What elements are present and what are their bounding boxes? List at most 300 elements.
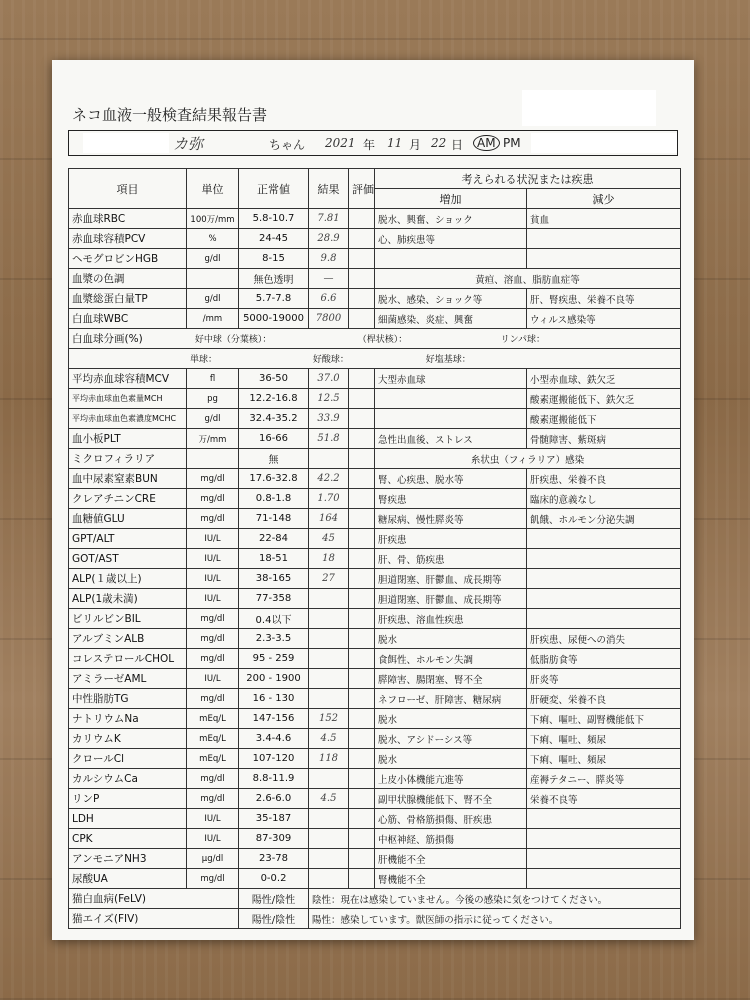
item-normal-range: 107-120 [239, 749, 309, 769]
item-name: 血中尿素窒素BUN [69, 469, 187, 489]
date-month-label: 月 [409, 138, 422, 152]
item-evaluation [349, 789, 375, 809]
item-decrease-cause: 飢餓、ホルモン分泌失調 [527, 509, 681, 529]
item-evaluation [349, 269, 375, 289]
item-result: 7800 [309, 309, 349, 329]
item-name: 平均赤血球血色素量MCH [69, 389, 187, 409]
item-evaluation [349, 769, 375, 789]
item-decrease-cause: 栄養不良等 [527, 789, 681, 809]
item-decrease-cause: 低脂肪食等 [527, 649, 681, 669]
item-unit: 万/mm [187, 429, 239, 449]
wbc-basophil: 好塩基球： [425, 355, 471, 365]
item-unit: mg/dl [187, 609, 239, 629]
item-result: 4.5 [309, 729, 349, 749]
item-normal-range: 71-148 [239, 509, 309, 529]
item-result: 1.70 [309, 489, 349, 509]
item-unit: mg/dl [187, 689, 239, 709]
item-condition: 糸状虫（フィラリア）感染 [375, 449, 681, 469]
item-increase-cause: 胆道閉塞、肝鬱血、成長期等 [375, 569, 527, 589]
item-evaluation [349, 569, 375, 589]
table-row [69, 649, 681, 669]
item-evaluation [349, 749, 375, 769]
item-name: 血小板PLT [69, 429, 187, 449]
table-row [69, 569, 681, 589]
item-normal-range: 0.4以下 [239, 609, 309, 629]
table-row [69, 609, 681, 629]
item-name: ナトリウムNa [69, 709, 187, 729]
am-marker: AM [473, 135, 500, 151]
item-name: 血糖値GLU [69, 509, 187, 529]
item-normal-range: 17.6-32.8 [239, 469, 309, 489]
item-normal-range: 16 - 130 [239, 689, 309, 709]
virus-test-result-options: 陽性/陰性 [239, 909, 309, 929]
item-normal-range: 36-50 [239, 369, 309, 389]
date-year: 2021 [325, 136, 356, 150]
wbc-diff-label: 白血球分画(%) [72, 333, 143, 345]
item-evaluation [349, 489, 375, 509]
wbc-monocyte: 単球： [190, 355, 218, 365]
item-increase-cause: 脱水、興奮、ショック [375, 209, 527, 229]
item-evaluation [349, 829, 375, 849]
item-unit: IU/L [187, 589, 239, 609]
item-unit: mg/dl [187, 489, 239, 509]
item-name: 白血球WBC [69, 309, 187, 329]
item-normal-range: 2.3-3.5 [239, 629, 309, 649]
item-unit: mg/dl [187, 649, 239, 669]
item-result: 152 [309, 709, 349, 729]
item-evaluation [349, 529, 375, 549]
item-decrease-cause [527, 229, 681, 249]
item-decrease-cause: 臨床的意義なし [527, 489, 681, 509]
item-normal-range: 8.8-11.9 [239, 769, 309, 789]
item-condition: 黄疸、溶血、脂肪血症等 [375, 269, 681, 289]
item-unit [187, 269, 239, 289]
table-row [69, 369, 681, 389]
item-increase-cause: 腎、心疾患、脱水等 [375, 469, 527, 489]
item-decrease-cause [527, 829, 681, 849]
item-unit: mg/dl [187, 789, 239, 809]
item-result: 18 [309, 549, 349, 569]
item-increase-cause: 中枢神経、筋損傷 [375, 829, 527, 849]
item-result [309, 589, 349, 609]
item-decrease-cause [527, 609, 681, 629]
item-result: 51.8 [309, 429, 349, 449]
item-name: 平均赤血球容積MCV [69, 369, 187, 389]
table-row [69, 809, 681, 829]
table-row [69, 769, 681, 789]
item-normal-range: 0.8-1.8 [239, 489, 309, 509]
table-row [69, 729, 681, 749]
header-unit: 単位 [187, 169, 239, 209]
table-body-lower [69, 369, 681, 889]
item-evaluation [349, 229, 375, 249]
item-name: ALP(1歳未満) [69, 589, 187, 609]
item-normal-range: 35-187 [239, 809, 309, 829]
patient-header [68, 130, 678, 156]
table-row [69, 889, 681, 909]
item-unit: mg/dl [187, 769, 239, 789]
item-evaluation [349, 289, 375, 309]
item-normal-range: 87-309 [239, 829, 309, 849]
header-conditions: 考えられる状況または疾患 [375, 169, 681, 189]
item-result: — [309, 269, 349, 289]
table-row [69, 209, 681, 229]
item-increase-cause: 肝、骨、筋疾患 [375, 549, 527, 569]
item-result: 4.5 [309, 789, 349, 809]
table-body-upper [69, 209, 681, 329]
item-unit: IU/L [187, 569, 239, 589]
item-increase-cause: 急性出血後、ストレス [375, 429, 527, 449]
table-row [69, 229, 681, 249]
item-evaluation [349, 669, 375, 689]
item-decrease-cause: 産褥テタニー、膵炎等 [527, 769, 681, 789]
item-increase-cause: 大型赤血球 [375, 369, 527, 389]
report-title: ネコ血液一般検査結果報告書 [72, 106, 268, 124]
wbc-band: （桿状核）： [357, 335, 408, 345]
item-name: 尿酸UA [69, 869, 187, 889]
virus-test-result-options: 陽性/陰性 [239, 889, 309, 909]
date-year-label: 年 [363, 138, 376, 152]
item-name: クレアチニンCRE [69, 489, 187, 509]
item-normal-range: 5.7-7.8 [239, 289, 309, 309]
item-name: クロールCl [69, 749, 187, 769]
item-name: カリウムK [69, 729, 187, 749]
table-row [69, 589, 681, 609]
item-increase-cause: 糖尿病、慢性膵炎等 [375, 509, 527, 529]
item-decrease-cause [527, 849, 681, 869]
item-decrease-cause: 酸素運搬能低下 [527, 409, 681, 429]
item-result: 42.2 [309, 469, 349, 489]
item-normal-range: 24-45 [239, 229, 309, 249]
item-normal-range: 32.4-35.2 [239, 409, 309, 429]
item-name: ALP(１歳以上) [69, 569, 187, 589]
item-unit [187, 449, 239, 469]
item-name: アルブミンALB [69, 629, 187, 649]
virus-test-note: 陰性：現在は感染していません。今後の感染に気をつけてください。 [309, 889, 681, 909]
wbc-diff-row-2 [69, 349, 681, 369]
item-unit: % [187, 229, 239, 249]
item-evaluation [349, 369, 375, 389]
table-row [69, 409, 681, 429]
item-increase-cause: 腎疾患 [375, 489, 527, 509]
item-decrease-cause [527, 809, 681, 829]
item-unit: mg/dl [187, 869, 239, 889]
virus-test-note: 陽性：感染しています。獣医師の指示に従ってください。 [309, 909, 681, 929]
item-evaluation [349, 709, 375, 729]
item-name: GOT/AST [69, 549, 187, 569]
item-decrease-cause: 下痢、嘔吐、頻尿 [527, 729, 681, 749]
wbc-eosinophil: 好酸球： [312, 355, 349, 365]
item-increase-cause: ネフローゼ、肝障害、糖尿病 [375, 689, 527, 709]
item-result [309, 769, 349, 789]
item-evaluation [349, 309, 375, 329]
item-decrease-cause: 酸素運搬能低下、鉄欠乏 [527, 389, 681, 409]
item-result: 37.0 [309, 369, 349, 389]
item-normal-range: 0-0.2 [239, 869, 309, 889]
item-evaluation [349, 629, 375, 649]
item-normal-range: 8-15 [239, 249, 309, 269]
item-unit: g/dl [187, 289, 239, 309]
item-increase-cause: 心、肺疾患等 [375, 229, 527, 249]
date-month: 11 [387, 136, 403, 150]
item-result: 118 [309, 749, 349, 769]
item-unit: mEq/L [187, 749, 239, 769]
item-result [309, 849, 349, 869]
item-normal-range: 無色透明 [239, 269, 309, 289]
item-unit: g/dl [187, 249, 239, 269]
wbc-neutrophil: 好中球（分葉核）： [194, 335, 272, 345]
item-increase-cause: 腎機能不全 [375, 869, 527, 889]
item-normal-range: 147-156 [239, 709, 309, 729]
item-evaluation [349, 549, 375, 569]
item-increase-cause: 胆道閉塞、肝鬱血、成長期等 [375, 589, 527, 609]
table-row [69, 529, 681, 549]
item-result: 45 [309, 529, 349, 549]
item-unit: μg/dl [187, 849, 239, 869]
item-increase-cause: 食餌性、ホルモン失調 [375, 649, 527, 669]
table-row [69, 289, 681, 309]
item-unit: pg [187, 389, 239, 409]
header-evaluation: 評価 [349, 169, 375, 209]
table-row [69, 429, 681, 449]
table-row [69, 689, 681, 709]
virus-test-name: 猫エイズ(FIV) [69, 909, 239, 929]
table-row [69, 829, 681, 849]
item-increase-cause [375, 409, 527, 429]
item-result: 12.5 [309, 389, 349, 409]
redaction-box-name [83, 133, 169, 153]
table-row [69, 509, 681, 529]
item-decrease-cause: 肝疾患、尿便への消失 [527, 629, 681, 649]
item-result [309, 669, 349, 689]
item-decrease-cause [527, 549, 681, 569]
item-decrease-cause [527, 589, 681, 609]
item-normal-range: 95 - 259 [239, 649, 309, 669]
item-name: ミクロフィラリア [69, 449, 187, 469]
item-decrease-cause: 肝、腎疾患、栄養不良等 [527, 289, 681, 309]
item-result [309, 869, 349, 889]
pm-marker: PM [503, 136, 521, 150]
table-row [69, 269, 681, 289]
item-normal-range: 77-358 [239, 589, 309, 609]
table-row [69, 309, 681, 329]
item-increase-cause: 肝疾患 [375, 529, 527, 549]
item-name: 平均赤血球血色素濃度MCHC [69, 409, 187, 429]
item-result [309, 649, 349, 669]
table-row [69, 449, 681, 469]
item-unit: IU/L [187, 829, 239, 849]
lab-results-table [68, 168, 681, 929]
item-normal-range: 18-51 [239, 549, 309, 569]
table-row [69, 549, 681, 569]
item-decrease-cause [527, 869, 681, 889]
item-evaluation [349, 249, 375, 269]
item-normal-range: 200 - 1900 [239, 669, 309, 689]
item-unit: mg/dl [187, 509, 239, 529]
item-name: 中性脂肪TG [69, 689, 187, 709]
header-increase: 増加 [375, 189, 527, 209]
item-unit: IU/L [187, 809, 239, 829]
item-normal-range: 38-165 [239, 569, 309, 589]
table-row [69, 669, 681, 689]
header-item: 項目 [69, 169, 187, 209]
item-unit: fl [187, 369, 239, 389]
item-decrease-cause: 肝疾患、栄養不良 [527, 469, 681, 489]
item-increase-cause [375, 389, 527, 409]
item-evaluation [349, 589, 375, 609]
redaction-box-top [522, 90, 656, 126]
item-normal-range: 3.4-4.6 [239, 729, 309, 749]
item-decrease-cause: 下痢、嘔吐、副腎機能低下 [527, 709, 681, 729]
item-evaluation [349, 869, 375, 889]
item-result: 7.81 [309, 209, 349, 229]
item-increase-cause: 脱水、感染、ショック等 [375, 289, 527, 309]
item-decrease-cause [527, 529, 681, 549]
item-unit: mg/dl [187, 629, 239, 649]
item-increase-cause: 肝機能不全 [375, 849, 527, 869]
item-increase-cause: 脱水 [375, 629, 527, 649]
item-evaluation [349, 429, 375, 449]
table-row [69, 869, 681, 889]
item-result [309, 449, 349, 469]
item-name: カルシウムCa [69, 769, 187, 789]
item-normal-range: 22-84 [239, 529, 309, 549]
item-decrease-cause: 骨髄障害、紫斑病 [527, 429, 681, 449]
table-row [69, 749, 681, 769]
item-increase-cause [375, 249, 527, 269]
table-row [69, 389, 681, 409]
item-decrease-cause: 下痢、嘔吐、頻尿 [527, 749, 681, 769]
redaction-box-right [531, 133, 677, 153]
item-normal-range: 5000-19000 [239, 309, 309, 329]
item-unit: 100万/mm [187, 209, 239, 229]
item-evaluation [349, 409, 375, 429]
item-result: 28.9 [309, 229, 349, 249]
item-increase-cause: 副甲状腺機能低下、腎不全 [375, 789, 527, 809]
item-name: アンモニアNH3 [69, 849, 187, 869]
item-decrease-cause: ウィルス感染等 [527, 309, 681, 329]
item-decrease-cause: 小型赤血球、鉄欠乏 [527, 369, 681, 389]
date-day: 22 [431, 136, 447, 150]
item-evaluation [349, 809, 375, 829]
table-row [69, 909, 681, 929]
item-result [309, 689, 349, 709]
item-increase-cause: 上皮小体機能亢進等 [375, 769, 527, 789]
table-row [69, 709, 681, 729]
item-unit: mEq/L [187, 709, 239, 729]
item-increase-cause: 細菌感染、炎症、興奮 [375, 309, 527, 329]
table-row [69, 789, 681, 809]
item-result [309, 609, 349, 629]
item-name: コレステロールCHOL [69, 649, 187, 669]
item-name: 赤血球RBC [69, 209, 187, 229]
item-result: 9.8 [309, 249, 349, 269]
item-normal-range: 無 [239, 449, 309, 469]
item-normal-range: 2.6-6.0 [239, 789, 309, 809]
header-result: 結果 [309, 169, 349, 209]
table-row [69, 249, 681, 269]
item-evaluation [349, 469, 375, 489]
item-unit: IU/L [187, 529, 239, 549]
wbc-diff-row-1 [69, 329, 681, 349]
item-unit: mEq/L [187, 729, 239, 749]
item-evaluation [349, 609, 375, 629]
item-normal-range: 16-66 [239, 429, 309, 449]
item-decrease-cause [527, 569, 681, 589]
item-result: 164 [309, 509, 349, 529]
header-decrease: 減少 [527, 189, 681, 209]
item-name: アミラーゼAML [69, 669, 187, 689]
date-day-label: 日 [451, 138, 464, 152]
wbc-lymphocyte: リンパ球： [500, 335, 545, 345]
item-evaluation [349, 389, 375, 409]
item-name: GPT/ALT [69, 529, 187, 549]
item-unit: IU/L [187, 549, 239, 569]
item-decrease-cause: 肝硬変、栄養不良 [527, 689, 681, 709]
patient-name: カ弥 [173, 135, 204, 153]
item-evaluation [349, 509, 375, 529]
item-name: ビリルビンBIL [69, 609, 187, 629]
item-result [309, 629, 349, 649]
header-normal: 正常値 [239, 169, 309, 209]
item-decrease-cause: 肝炎等 [527, 669, 681, 689]
patient-honorific: ちゃん [269, 138, 306, 152]
wbc-differential [69, 329, 681, 369]
table-body-virus [69, 889, 681, 929]
report-sheet [52, 60, 694, 940]
item-decrease-cause [527, 249, 681, 269]
item-evaluation [349, 449, 375, 469]
item-increase-cause: 脱水 [375, 709, 527, 729]
item-normal-range: 23-78 [239, 849, 309, 869]
item-name: 血漿総蛋白量TP [69, 289, 187, 309]
virus-test-name: 猫白血病(FeLV) [69, 889, 239, 909]
item-increase-cause: 心筋、骨格筋損傷、肝疾患 [375, 809, 527, 829]
table-row [69, 849, 681, 869]
item-increase-cause: 脱水、アシドーシス等 [375, 729, 527, 749]
item-result [309, 809, 349, 829]
table-row [69, 469, 681, 489]
item-result: 33.9 [309, 409, 349, 429]
item-unit: g/dl [187, 409, 239, 429]
item-name: 血漿の色調 [69, 269, 187, 289]
item-normal-range: 12.2-16.8 [239, 389, 309, 409]
item-name: CPK [69, 829, 187, 849]
item-evaluation [349, 729, 375, 749]
item-result: 6.6 [309, 289, 349, 309]
item-name: ヘモグロビンHGB [69, 249, 187, 269]
item-increase-cause: 脱水 [375, 749, 527, 769]
item-normal-range: 5.8-10.7 [239, 209, 309, 229]
item-unit: IU/L [187, 669, 239, 689]
item-evaluation [349, 209, 375, 229]
item-unit: mg/dl [187, 469, 239, 489]
item-increase-cause: 膵障害、腸閉塞、腎不全 [375, 669, 527, 689]
item-evaluation [349, 849, 375, 869]
item-name: LDH [69, 809, 187, 829]
item-evaluation [349, 689, 375, 709]
item-result: 27 [309, 569, 349, 589]
item-evaluation [349, 649, 375, 669]
item-result [309, 829, 349, 849]
item-increase-cause: 肝疾患、溶血性疾患 [375, 609, 527, 629]
table-row [69, 489, 681, 509]
item-decrease-cause: 貧血 [527, 209, 681, 229]
item-unit: /mm [187, 309, 239, 329]
item-name: 赤血球容積PCV [69, 229, 187, 249]
table-row [69, 629, 681, 649]
item-name: リンP [69, 789, 187, 809]
